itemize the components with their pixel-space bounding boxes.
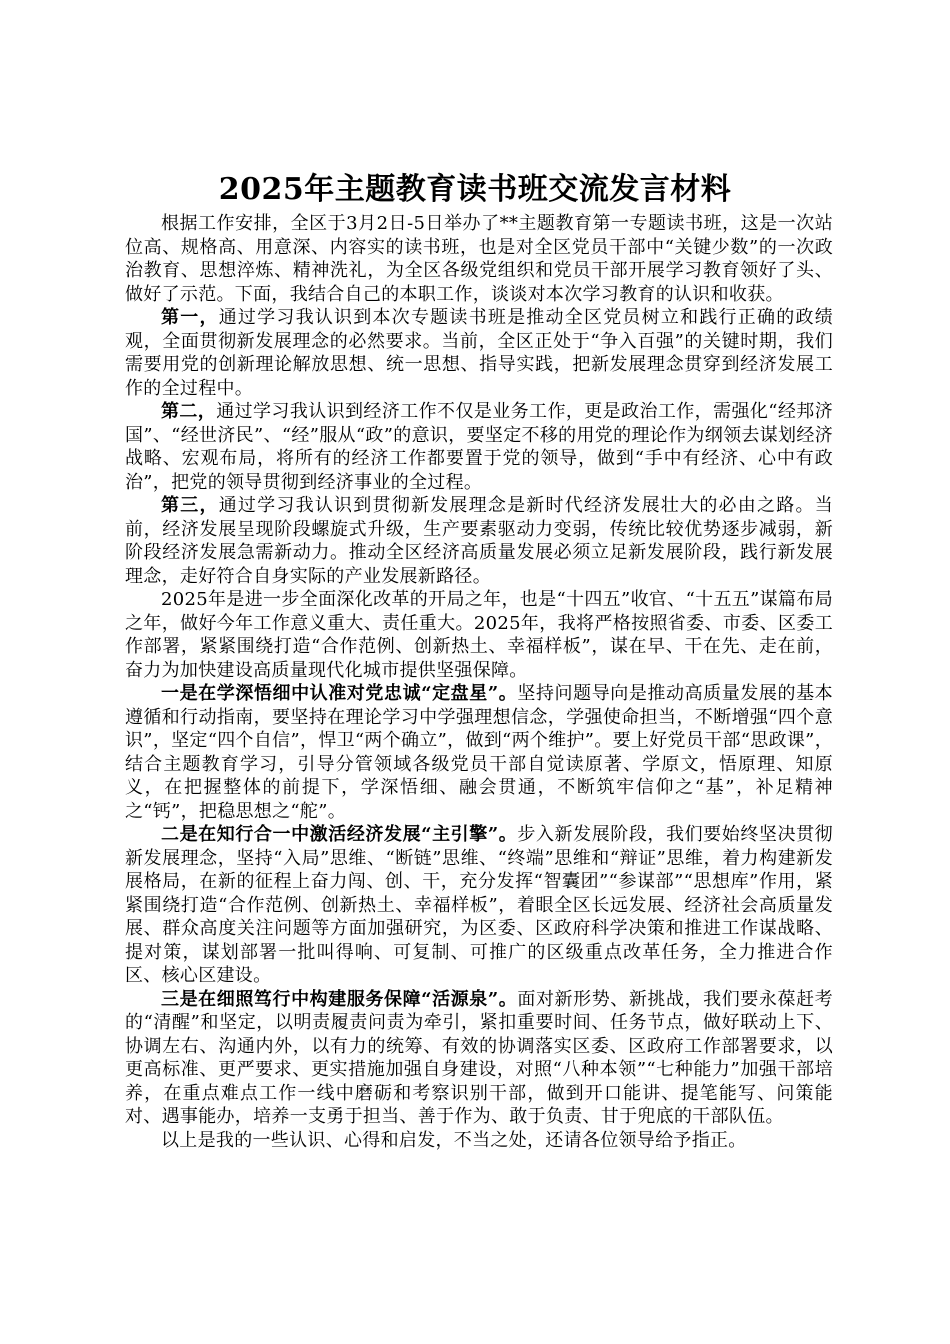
- paragraph-text: 步入新发展阶段，我们要始终坚决贯彻新发展理念，坚持“入局”思维、“断链”思维、“终端”思维和“辩证”思维，着力构建新发展格局，在新的征程上奋力闯、创、干，充分发挥“智囊团”“参谋部”“思想库”作用，紧紧围绕打造“合作范例、创新热土、幸福样板”，着眼全区长远发展、经济社会高质量发展、群众高度关注问题等方面加强研究，为区委、区政府科学决策和推进工作谋战略、提对策，谋划部署一批叫得响、可复制、可推广的区级重点改革任务，全力推进合作区、核心区建设。: [125, 824, 833, 986]
- paragraph-third: [125, 494, 833, 588]
- paragraph-text: 通过学习我认识到经济工作不仅是业务工作，更是政治工作，需强化“经邦济国”、“经世济民”、“经”服从“政”的意识，要坚定不移的用党的理论作为纲领去谋划经济战略、宏观布局，将所有的经济工作都要置于党的领导，做到“手中有经济、心中有政治”，把党的领导贯彻到经济事业的全过程。: [125, 401, 833, 493]
- paragraph-text: 2025年是进一步全面深化改革的开局之年，也是“十四五”收官、“十五五”谋篇布局之年，做好今年工作意义重大、责任重大。2025年，我将严格按照省委、市委、区委工作部署，紧紧围绕打造“合作范例、创新热土、幸福样板”，谋在早、干在先、走在前，奋力为加快建设高质量现代化城市提供坚强保障。: [125, 589, 833, 681]
- paragraph-point-three: [125, 988, 833, 1129]
- paragraph-closing: [125, 1129, 833, 1153]
- paragraph-lead: 二是在知行合一中激活经济发展“主引擎”。: [161, 824, 518, 845]
- paragraph-intro: [125, 212, 833, 306]
- paragraph-lead: 第一，: [161, 307, 219, 328]
- paragraph-text: 以上是我的一些认识、心得和启发，不当之处，还请各位领导给予指正。: [161, 1129, 747, 1151]
- paragraph-text: 根据工作安排，全区于3月2日-5日举办了**主题教育第一专题读书班，这是一次站位高、规格高、用意深、内容实的读书班，也是对全区党员干部中“关键少数”的一次政治教育、思想淬炼、精神洗礼，为全区各级党组织和党员干部开展学习教育领好了头、做好了示范。下面，我结合自己的本职工作，谈谈对本次学习教育的认识和收获。: [125, 213, 833, 305]
- paragraph-second: [125, 400, 833, 494]
- paragraph-text: 通过学习我认识到本次专题读书班是推动全区党员树立和践行正确的政绩观，全面贯彻新发展理念的必然要求。当前，全区正处于“争入百强”的关键时期，我们需要用党的创新理论解放思想、统一思想、指导实践，把新发展理念贯穿到经济发展工作的全过程中。: [125, 307, 833, 399]
- paragraph-text: 坚持问题导向是推动高质量发展的基本遵循和行动指南，要坚持在理论学习中学强理想信念，学强使命担当，不断增强“四个意识”，坚定“四个自信”，悍卫“两个确立”，做到“两个维护”。要上好党员干部“思政课”，结合主题教育学习，引导分管领域各级党员干部自觉读原著、学原文，悟原理、知原义，在把握整体的前提下，学深悟细、融会贯通，不断筑牢信仰之“基”，补足精神之“钙”，把稳思想之“舵”。: [125, 683, 833, 822]
- paragraph-point-two: [125, 823, 833, 988]
- paragraph-lead: 第二，: [161, 401, 217, 422]
- paragraph-point-one: [125, 682, 833, 823]
- paragraph-lead: 第三，: [161, 495, 219, 516]
- paragraph-lead: 一是在学深悟细中认准对党忠诚“定盘星”。: [161, 683, 518, 704]
- document-title: 2025年主题教育读书班交流发言材料: [218, 172, 732, 207]
- paragraph-text: 通过学习我认识到贯彻新发展理念是新时代经济发展壮大的必由之路。当前，经济发展呈现阶段螺旋式升级，生产要素驱动力变弱，传统比较优势逐步减弱，新阶段经济发展急需新动力。推动全区经济高质量发展必须立足新发展阶段，践行新发展理念，走好符合自身实际的产业发展新路径。: [125, 495, 833, 587]
- paragraph-lead: 三是在细照笃行中构建服务保障“活源泉”。: [161, 988, 518, 1010]
- paragraph-text: 面对新形势、新挑战，我们要永葆赶考的“清醒”和坚定，以明责履责问责为牵引，紧扣重要时间、任务节点，做好联动上下、协调左右、沟通内外，以有力的统筹、有效的协调落实区委、区政府工作部署要求，以更高标准、更严要求、更实措施加强自身建设，对照“八种本领”“七种能力”加强干部培养，在重点难点工作一线中磨砺和考察识别干部，做到开口能讲、提笔能写、问策能对、遇事能办，培养一支勇于担当、善于作为、敢于负责、甘于兜底的干部队伍。: [125, 988, 833, 1127]
- paragraph-plan-2025: [125, 588, 833, 682]
- paragraph-first: [125, 306, 833, 400]
- document-body: [125, 212, 833, 1152]
